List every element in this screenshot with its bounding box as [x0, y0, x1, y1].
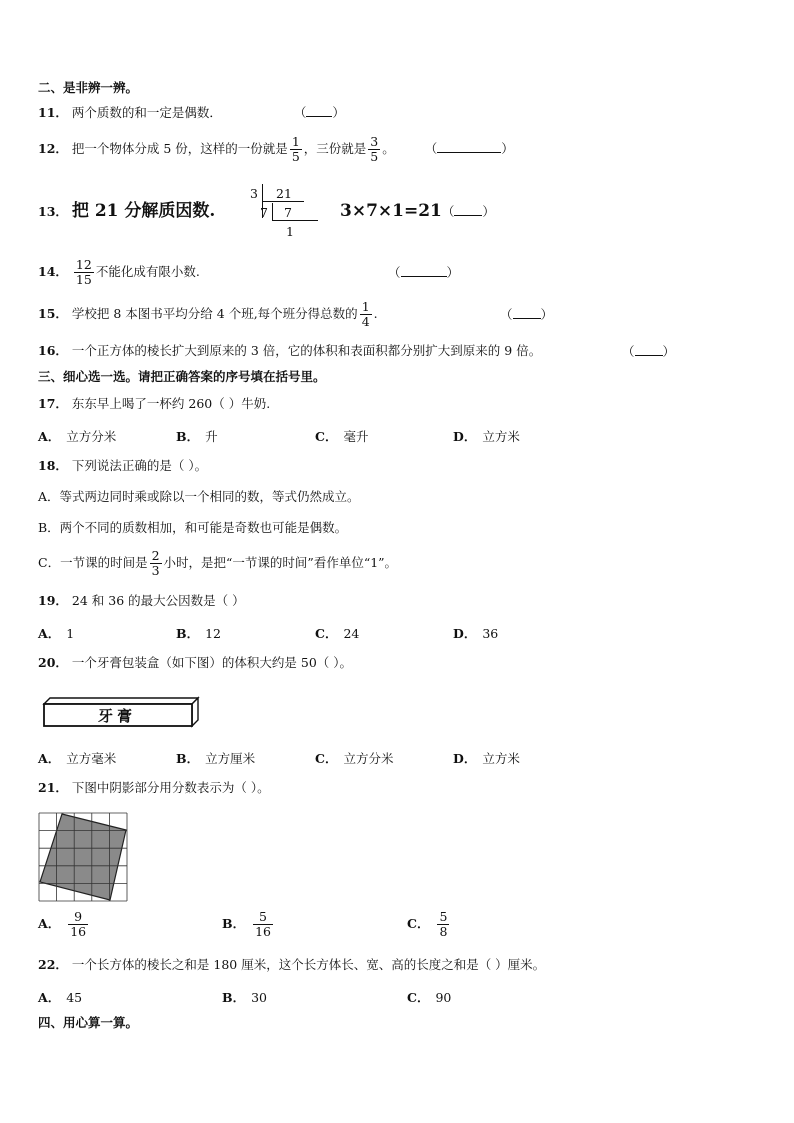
answer-blank[interactable] — [401, 264, 447, 277]
option-a[interactable] — [38, 624, 74, 642]
section-heading-4: 四、用心算一算。 — [38, 1015, 139, 1030]
question-13-answer — [340, 203, 495, 220]
divisor: 3 — [250, 186, 258, 201]
paren-close: ） — [540, 307, 554, 322]
question-text: 下图中阴影部分用分数表示为（ ）。 — [71, 780, 270, 795]
paren-close: ） — [662, 344, 676, 359]
short-division-diagram — [248, 184, 328, 242]
question-number: 21． — [38, 780, 68, 795]
option-text: 毫升 — [343, 429, 369, 444]
fraction-denominator: 4 — [361, 314, 370, 329]
option-letter: C． — [407, 990, 430, 1005]
paren-close: ） — [332, 105, 345, 120]
option-b[interactable] — [222, 988, 267, 1006]
question-14 — [38, 257, 200, 287]
option-text: 12 — [205, 626, 221, 641]
option-letter: C． — [315, 429, 338, 444]
fraction-numerator: 3 — [370, 134, 379, 149]
question-text: 把 21 分解质因数. — [71, 201, 216, 221]
option-b[interactable] — [176, 427, 218, 445]
question-19 — [38, 593, 245, 609]
question-number: 20． — [38, 655, 68, 670]
quotient: 7 — [284, 205, 292, 220]
paren-close: ） — [482, 204, 495, 219]
option-text: 1 — [66, 626, 75, 641]
paren-open: （ — [500, 307, 513, 322]
option-letter: D． — [453, 429, 477, 444]
question-text: 不能化成有限小数. — [95, 264, 200, 279]
fraction-denominator: 16 — [70, 924, 87, 939]
option-b[interactable]: B．两个不同的质数相加，和可能是奇数也可能是偶数。 — [38, 520, 348, 535]
question-number: 19． — [38, 593, 68, 608]
paren-open: （ — [441, 204, 455, 219]
option-text: C．一节课的时间是 — [38, 555, 148, 570]
option-letter: A． — [38, 626, 61, 641]
question-number: 13． — [38, 204, 68, 219]
option-letter: D． — [453, 751, 477, 766]
question-text: . — [373, 306, 378, 321]
question-number: 16． — [38, 343, 68, 358]
paren-close: ） — [501, 141, 514, 156]
fraction-denominator: 5 — [291, 149, 300, 164]
option-text: 90 — [435, 990, 452, 1005]
option-text: 立方米 — [482, 751, 520, 766]
answer-blank[interactable] — [513, 306, 541, 319]
fraction-denominator: 16 — [255, 924, 271, 939]
fraction-numerator: 12 — [75, 257, 92, 272]
option-c[interactable] — [38, 546, 397, 580]
paren-open: （ — [622, 344, 635, 359]
section-heading-3: 三、细心选一选。请把正确答案的序号填在括号里。 — [38, 369, 326, 384]
question-text: 东东早上喝了一杯约 260（ ）牛奶. — [71, 396, 271, 411]
fraction — [368, 135, 380, 164]
fraction — [290, 135, 302, 164]
option-letter: D． — [453, 626, 477, 641]
option-b[interactable] — [222, 910, 275, 939]
remainder: 1 — [286, 224, 294, 239]
question-number: 12． — [38, 141, 68, 156]
question-text: 学校把 8 本图书平均分给 4 个班,每个班分得总数的 — [71, 306, 358, 321]
option-a[interactable] — [38, 988, 82, 1006]
fraction — [150, 549, 162, 578]
question-text: 一个长方体的棱长之和是 180 厘米，这个长方体长、宽、高的长度之和是（ ）厘米。 — [71, 957, 546, 972]
option-letter: A． — [38, 990, 61, 1005]
fraction-numerator: 5 — [439, 909, 448, 924]
question-15 — [38, 299, 378, 329]
option-text: 立方厘米 — [205, 751, 256, 766]
answer-blank[interactable] — [437, 140, 501, 153]
question-number: 18． — [38, 458, 68, 473]
question-18 — [38, 458, 207, 474]
question-text: 两个质数的和一定是偶数． — [71, 105, 222, 120]
question-14-answer — [388, 264, 459, 281]
option-letter: B． — [176, 751, 200, 766]
option-a[interactable] — [38, 749, 116, 767]
fraction — [437, 910, 449, 939]
option-c[interactable] — [315, 749, 393, 767]
answer-blank[interactable] — [454, 203, 482, 216]
fraction — [74, 258, 94, 287]
question-15-answer — [500, 306, 553, 323]
question-text: 24 和 36 的最大公因数是（ ） — [71, 593, 245, 608]
question-16 — [38, 343, 541, 359]
fraction-denominator: 5 — [370, 149, 379, 164]
question-number: 11． — [38, 105, 68, 120]
question-number: 15． — [38, 306, 68, 321]
option-a[interactable]: A．等式两边同时乘或除以一个相同的数，等式仍然成立。 — [38, 489, 360, 504]
option-letter: B． — [222, 990, 246, 1005]
fraction-numerator: 5 — [259, 909, 267, 924]
option-letter: C． — [315, 751, 338, 766]
paren-close: ） — [446, 265, 460, 280]
option-letter: A． — [38, 916, 61, 931]
option-b[interactable] — [176, 624, 221, 642]
option-text: 升 — [205, 429, 218, 444]
option-letter: C． — [315, 626, 338, 641]
option-letter: A． — [38, 751, 61, 766]
option-letter: B． — [222, 916, 246, 931]
question-17 — [38, 396, 270, 412]
fraction-denominator: 3 — [151, 563, 160, 578]
fraction-numerator: 1 — [361, 299, 370, 314]
question-11 — [38, 104, 345, 121]
paren-open: （ — [293, 105, 307, 120]
question-16-answer — [622, 343, 675, 360]
question-number: 14． — [38, 264, 68, 279]
option-letter: A． — [38, 429, 61, 444]
box-label: 牙膏 — [98, 707, 137, 725]
option-c[interactable] — [315, 427, 368, 445]
question-number: 22． — [38, 957, 68, 972]
option-text: 小时，是把“一节课的时间”看作单位“1”。 — [163, 555, 398, 570]
question-22 — [38, 957, 545, 973]
question-13 — [38, 203, 215, 220]
question-number: 17． — [38, 396, 68, 411]
option-text: 立方分米 — [66, 429, 117, 444]
answer-blank[interactable] — [306, 104, 332, 117]
option-a[interactable] — [38, 427, 116, 445]
option-text: 45 — [66, 990, 83, 1005]
option-a[interactable] — [38, 910, 90, 939]
answer-blank[interactable] — [635, 343, 663, 356]
option-letter: B． — [176, 429, 200, 444]
option-d[interactable] — [453, 427, 520, 445]
paren-open: （ — [388, 265, 401, 280]
fraction-numerator: 1 — [291, 134, 300, 149]
fraction-numerator: 9 — [74, 909, 83, 924]
fraction-numerator: 2 — [151, 548, 160, 563]
question-text: ，三份就是 — [303, 141, 367, 156]
question-text: 下列说法正确的是（ ）。 — [71, 458, 208, 473]
toothpaste-box-figure — [42, 694, 202, 730]
option-c[interactable] — [407, 988, 451, 1006]
question-text: 一个牙膏包装盒（如下图）的体积大约是 50（ ）。 — [71, 655, 353, 670]
option-text: 30 — [251, 990, 267, 1005]
option-b[interactable] — [176, 749, 255, 767]
option-text: 立方米 — [482, 429, 520, 444]
option-d[interactable] — [453, 624, 498, 642]
option-text: 立方毫米 — [66, 751, 117, 766]
question-text: 。 — [382, 141, 395, 156]
option-c[interactable] — [407, 910, 451, 939]
question-12 — [38, 134, 514, 164]
fraction-denominator: 15 — [75, 272, 92, 287]
question-20 — [38, 655, 352, 671]
expression: 3×7×1=21 — [340, 201, 442, 221]
fraction — [360, 300, 372, 329]
option-c[interactable] — [315, 624, 359, 642]
fraction-denominator: 8 — [439, 924, 448, 939]
fraction — [253, 910, 273, 939]
option-d[interactable] — [453, 749, 520, 767]
question-21 — [38, 780, 270, 796]
option-text: 24 — [343, 626, 360, 641]
fraction — [68, 910, 88, 939]
shaded-grid-figure — [38, 812, 128, 906]
option-letter: C． — [407, 916, 430, 931]
question-text: 一个正方体的棱长扩大到原来的 3 倍，它的体积和表面积都分别扩大到原来的 9 倍。 — [71, 343, 542, 358]
dividend: 21 — [276, 186, 292, 201]
option-letter: B． — [176, 626, 200, 641]
paren-open: （ — [424, 141, 438, 156]
option-text: 立方分米 — [343, 751, 394, 766]
question-text: 把一个物体分成 5 份，这样的一份就是 — [71, 141, 288, 156]
divisor: 7 — [260, 205, 268, 220]
section-heading-2: 二、是非辨一辨。 — [38, 80, 139, 95]
option-text: 36 — [482, 626, 499, 641]
